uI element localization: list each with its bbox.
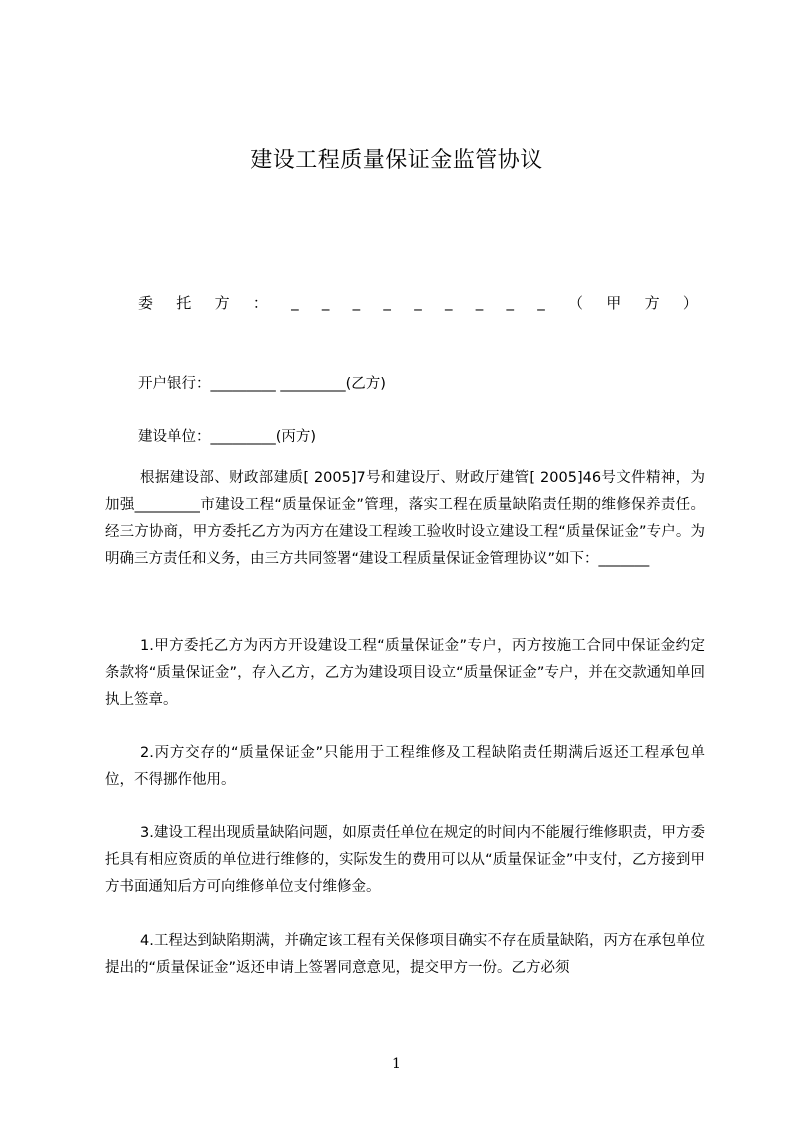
party-a-char: _	[537, 293, 545, 311]
party-a-char: _	[383, 293, 391, 311]
party-a-char: 方	[644, 293, 660, 312]
clause-2-paragraph: 2.丙方交存的“质量保证金”只能用于工程维修及工程缺陷责任期满后返还工程承包单位，不得挪作他用。	[105, 745, 705, 788]
clause-4-paragraph: 4.工程达到缺陷期满，并确定该工程有关保修项目确实不存在质量缺陷，丙方在承包单位提出的“质量保证金”返还申请上签署同意意见，提交甲方一份。乙方必须	[105, 933, 705, 976]
clause-3-paragraph: 3.建设工程出现质量缺陷问题，如原责任单位在规定的时间内不能履行维修职责，甲方委托具有相应资质的单位进行维修的，实际发生的费用可以从“质量保证金”中支付，乙方接到甲方书面通知后方可向维修单位支付维修金。	[105, 825, 705, 895]
party-a-char: _	[444, 293, 453, 311]
party-a-char: ：	[252, 293, 268, 312]
party-a-char: ）	[682, 293, 698, 312]
party-a-char: _	[475, 293, 484, 311]
document-title: 建设工程质量保证金监管协议	[250, 148, 543, 173]
page-number: 1	[392, 1056, 401, 1072]
bank-line: 开户银行：_________ _________(乙方)	[138, 376, 386, 392]
party-a-char: _	[352, 293, 361, 311]
intro-paragraph: 根据建设部、财政部建质[ 2005]7号和建设厅、财政厅建管[ 2005]46号文件精神，为加强_________市建设工程“质量保证金”管理，落实工程在质量缺陷责任期的维修保养责任。经三方协商，甲方委托乙方为丙方在建设工程竣工验收时设立建设工程“质量保证金”专户。为明确三方责任和义务，由三方共同签署“建设工程质量保证金管理协议”如下：_______	[105, 470, 705, 567]
party-a-char: _	[414, 293, 422, 311]
party-a-char: _	[291, 293, 299, 311]
party-a-char: 托	[176, 293, 192, 312]
party-a-line	[138, 291, 698, 313]
party-a-char: 甲	[606, 293, 622, 312]
party-a-char: 方	[214, 293, 230, 312]
party-a-char: 委	[138, 293, 154, 312]
party-a-char: （	[568, 293, 584, 312]
unit-line: 建设单位：_________(丙方)	[138, 429, 317, 445]
clause-1-paragraph: 1.甲方委托乙方为丙方开设建设工程“质量保证金”专户，丙方按施工合同中保证金约定条款将“质量保证金”，存入乙方，乙方为建设项目设立“质量保证金”专户，并在交款通知单回执上签章。	[105, 638, 705, 708]
party-a-char: _	[321, 293, 330, 311]
party-a-char: _	[506, 293, 514, 311]
